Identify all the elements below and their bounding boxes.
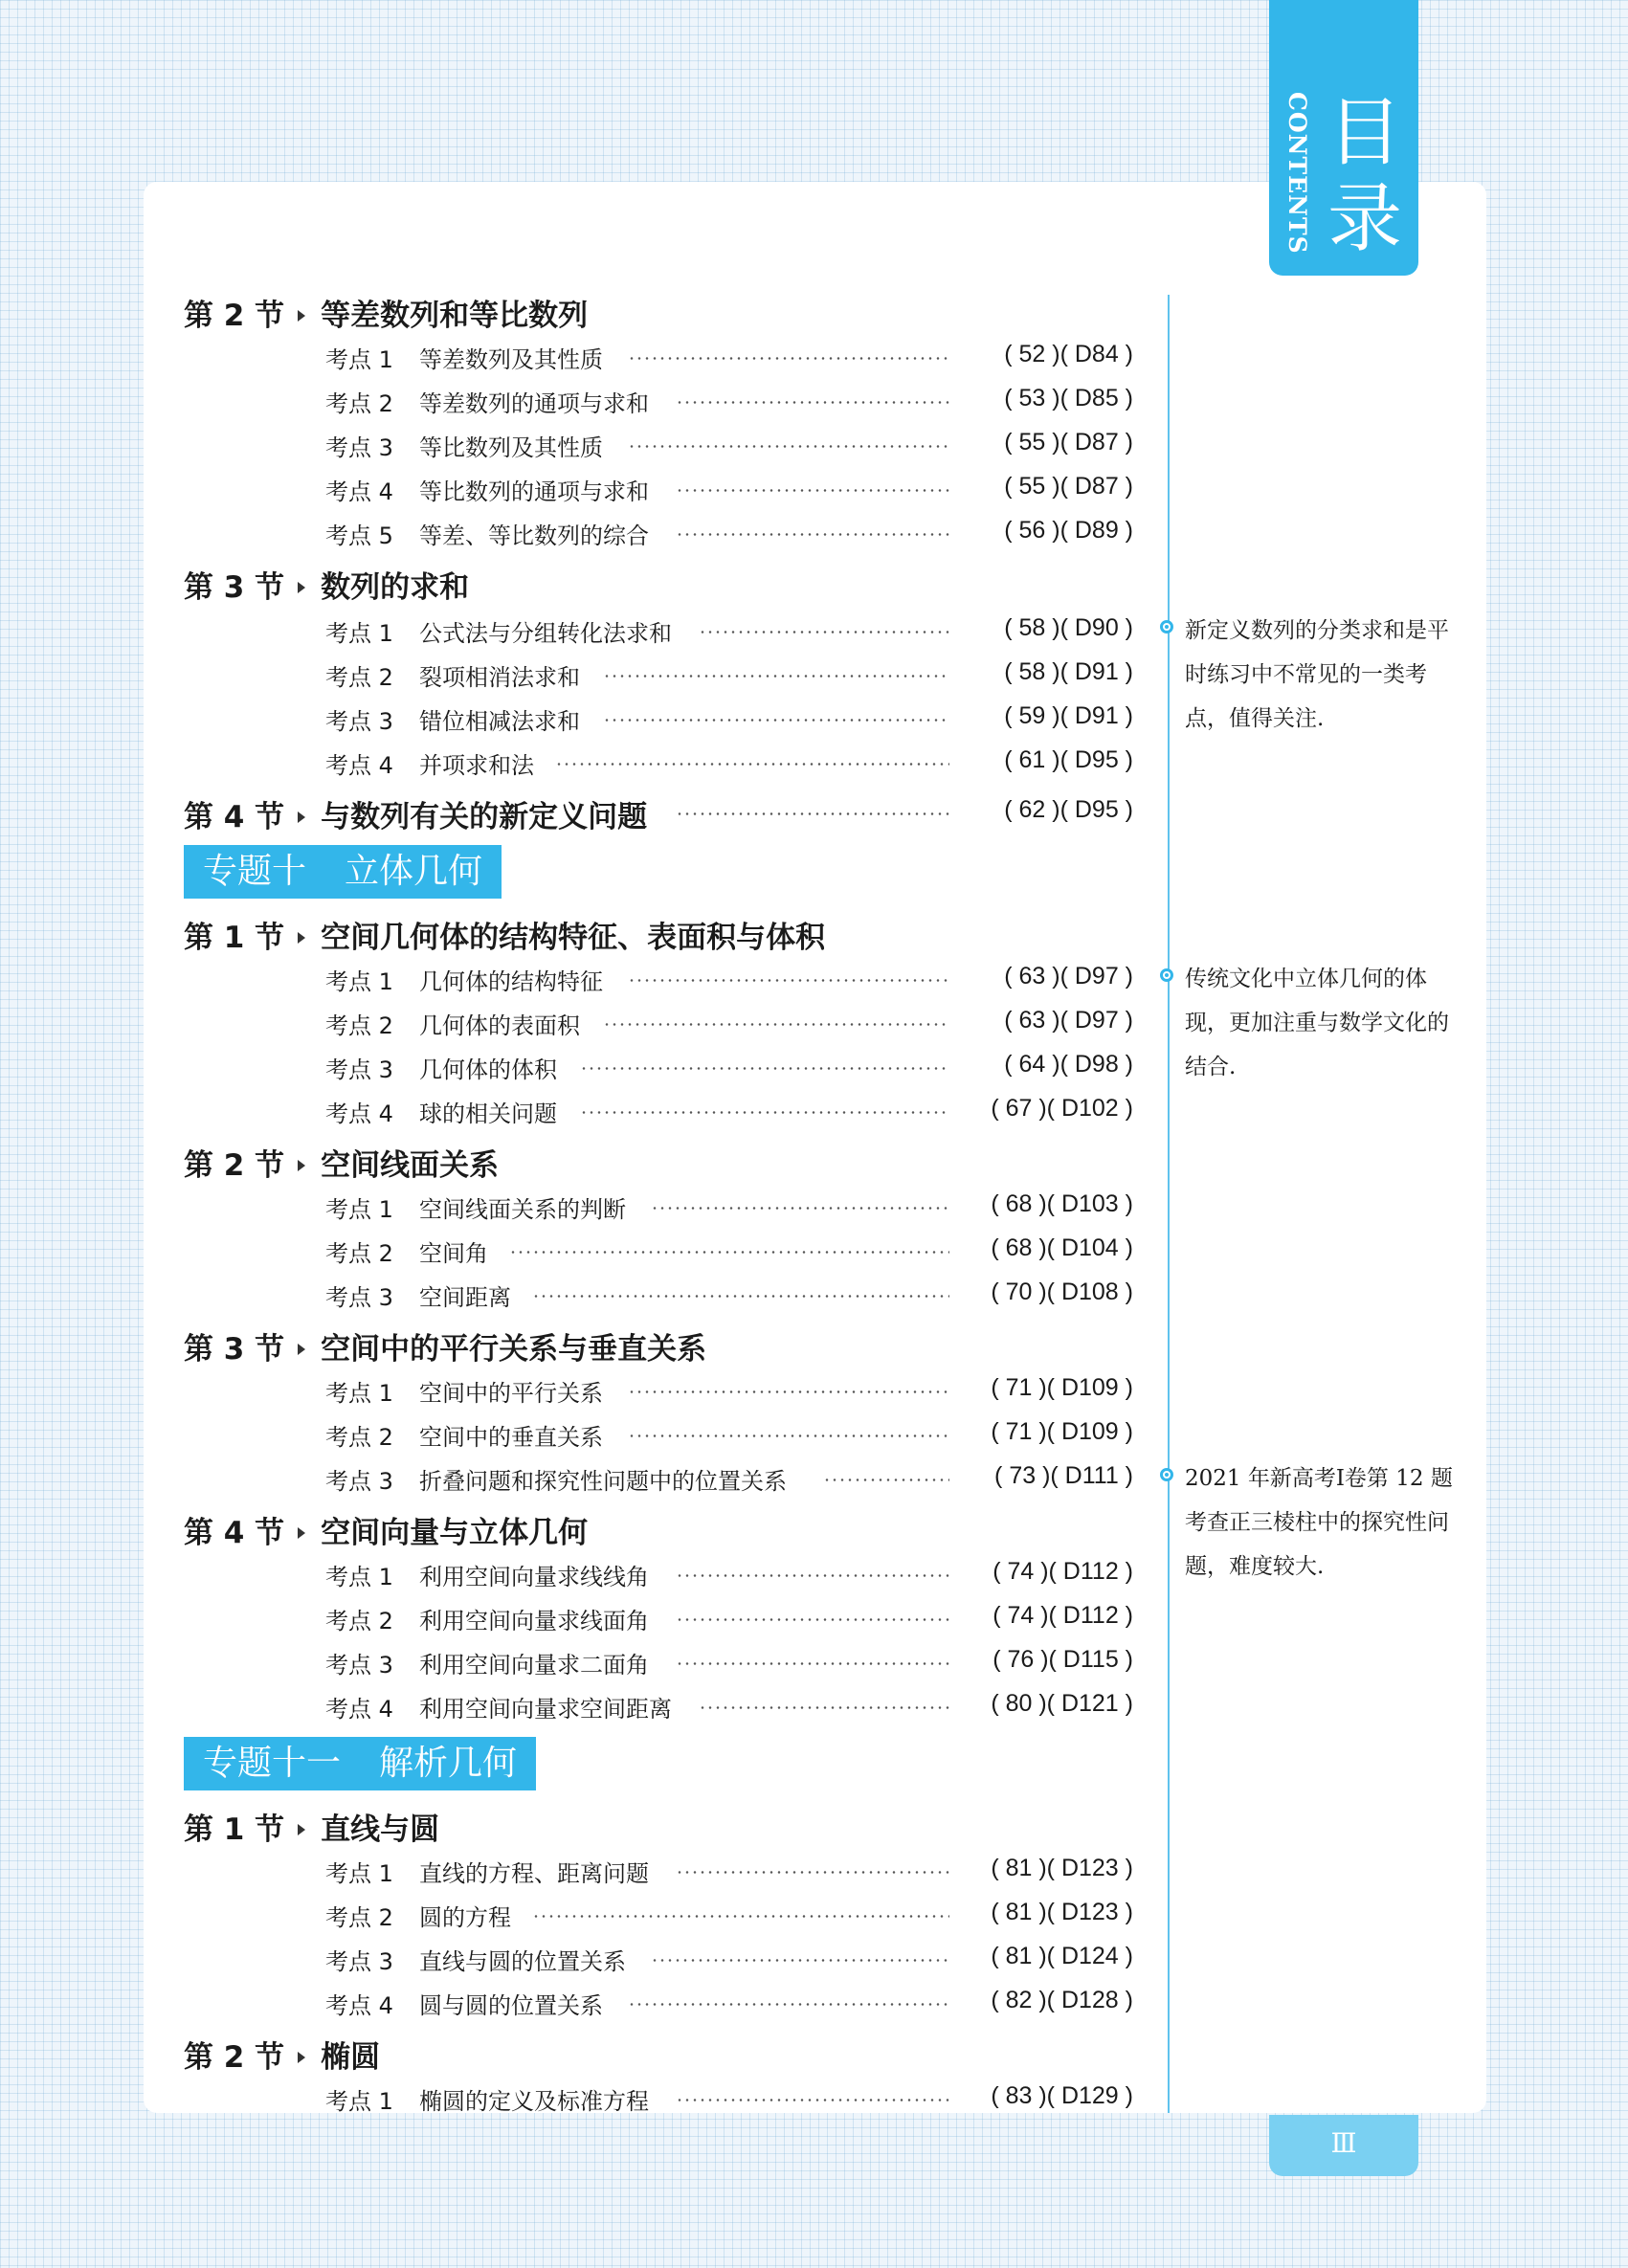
entry-number: 考点 1 [325, 620, 393, 647]
toc-entry[interactable] [325, 1558, 1133, 1590]
entry-text: 空间中的平行关系 [419, 1380, 603, 1407]
toc-entry[interactable] [325, 746, 1133, 779]
dot-leader [676, 1646, 949, 1679]
entry-page: ( 68 )( D104 ) [991, 1234, 1133, 1261]
entry-page: ( 74 )( D112 ) [992, 1558, 1133, 1585]
entry-page: ( 71 )( D109 ) [991, 1374, 1133, 1401]
topic-name: 解析几何 [379, 1744, 518, 1783]
entry-number: 考点 5 [325, 523, 393, 549]
toc-entry[interactable] [325, 1602, 1133, 1634]
toc-entry[interactable] [325, 1855, 1133, 1887]
entry-page: ( 81 )( D123 ) [991, 1899, 1133, 1925]
dot-leader [676, 1855, 949, 1887]
entry-number: 考点 2 [325, 664, 393, 691]
entry-text: 利用空间向量求空间距离 [419, 1696, 672, 1723]
entry-page: ( 52 )( D84 ) [1004, 341, 1133, 367]
entry-page: ( 71 )( D109 ) [991, 1418, 1133, 1445]
entry-page: ( 74 )( D112 ) [992, 1602, 1133, 1629]
entry-page: ( 81 )( D123 ) [991, 1855, 1133, 1881]
toc-entry[interactable] [325, 1943, 1133, 1975]
contents-label: CONTENTS [1283, 92, 1311, 255]
section-label: 第 1 节 [184, 1812, 285, 1847]
triangle-marker-icon [298, 1824, 305, 1835]
topic-name: 立体几何 [345, 852, 483, 891]
entry-page: ( 63 )( D97 ) [1004, 963, 1133, 989]
section-heading[interactable] [184, 913, 825, 956]
entry-text: 圆的方程 [419, 1904, 511, 1931]
dot-leader [651, 1190, 949, 1223]
entry-number: 考点 1 [325, 2088, 393, 2115]
entry-page: ( 62 )( D95 ) [1004, 796, 1133, 823]
entry-page: ( 59 )( D91 ) [1004, 702, 1133, 729]
bullet-icon [1160, 968, 1173, 982]
entry-text: 等比数列及其性质 [419, 434, 603, 461]
toc-entry[interactable] [325, 1190, 1133, 1223]
entry-number: 考点 2 [325, 1608, 393, 1634]
entry-text: 圆与圆的位置关系 [419, 1992, 603, 2019]
entry-page: ( 55 )( D87 ) [1004, 429, 1133, 456]
entry-page: ( 53 )( D85 ) [1004, 385, 1133, 411]
side-note [1166, 1456, 1453, 1589]
toc-entry[interactable] [325, 1987, 1133, 2019]
entry-text: 几何体的体积 [419, 1056, 557, 1083]
entry-text: 错位相减法求和 [419, 708, 580, 735]
toc-entry[interactable] [325, 963, 1133, 995]
toc-entry[interactable] [325, 1646, 1133, 1679]
topic-number: 专题十一 [203, 1744, 342, 1783]
toc-entry[interactable] [325, 1095, 1133, 1127]
section-title: 等差数列和等比数列 [321, 299, 589, 333]
note-text: 新定义数列的分类求和是平时练习中不常见的一类考点，值得关注. [1185, 618, 1449, 731]
toc-entry[interactable] [325, 1374, 1133, 1407]
toc-entry[interactable] [325, 1007, 1133, 1039]
entry-page: ( 76 )( D115 ) [992, 1646, 1133, 1673]
bullet-icon [1160, 1468, 1173, 1481]
dot-leader [580, 1051, 949, 1083]
section-heading[interactable] [184, 1324, 706, 1367]
triangle-marker-icon [298, 812, 305, 823]
dot-leader [699, 1690, 949, 1723]
section-title: 空间几何体的结构特征、表面积与体积 [321, 921, 826, 955]
entry-page: ( 64 )( D98 ) [1004, 1051, 1133, 1078]
dot-leader [676, 473, 949, 505]
dot-leader [699, 614, 949, 647]
entry-number: 考点 3 [325, 1948, 393, 1975]
dot-leader [555, 746, 949, 779]
toc-entry[interactable] [325, 341, 1133, 373]
entry-text: 等差、等比数列的综合 [419, 523, 649, 549]
section-label: 第 2 节 [184, 2040, 285, 2075]
entry-number: 考点 1 [325, 1564, 393, 1590]
entry-text: 几何体的结构特征 [419, 968, 603, 995]
section-title: 空间线面关系 [321, 1148, 500, 1183]
entry-number: 考点 1 [325, 968, 393, 995]
side-note [1166, 957, 1453, 1089]
entry-page: ( 81 )( D124 ) [991, 1943, 1133, 1969]
dot-leader [603, 658, 949, 691]
toc-entry[interactable] [325, 1051, 1133, 1083]
entry-text: 直线的方程、距离问题 [419, 1860, 649, 1887]
contents-tab [1269, 0, 1418, 276]
section-heading[interactable] [184, 2033, 380, 2076]
section-label: 第 3 节 [184, 1332, 285, 1367]
entry-text: 空间角 [419, 1240, 488, 1267]
section-title: 椭圆 [321, 2040, 381, 2075]
entry-number: 考点 1 [325, 1860, 393, 1887]
entry-page: ( 63 )( D97 ) [1004, 1007, 1133, 1034]
entry-page: ( 73 )( D111 ) [994, 1462, 1133, 1489]
entry-text: 空间线面关系的判断 [419, 1196, 626, 1223]
toc-entry[interactable] [325, 385, 1133, 417]
entry-text: 等差数列的通项与求和 [419, 390, 649, 417]
entry-page: ( 68 )( D103 ) [991, 1190, 1133, 1217]
entry-text: 球的相关问题 [419, 1101, 557, 1127]
entry-number: 考点 1 [325, 346, 393, 373]
section-label: 第 2 节 [184, 299, 285, 333]
dot-leader [676, 1602, 949, 1634]
section-heading[interactable] [184, 563, 469, 606]
triangle-marker-icon [298, 1527, 305, 1539]
section-heading[interactable] [184, 1508, 588, 1551]
entry-page: ( 82 )( D128 ) [991, 1987, 1133, 2013]
entry-text: 利用空间向量求二面角 [419, 1652, 649, 1679]
entry-number: 考点 4 [325, 1696, 393, 1723]
entry-number: 考点 3 [325, 1284, 393, 1311]
note-text: 2021 年新高考Ⅰ卷第 12 题考查正三棱柱中的探究性问题，难度较大. [1185, 1466, 1453, 1579]
section-title: 空间向量与立体几何 [321, 1516, 589, 1550]
toc-entry[interactable] [325, 1279, 1133, 1311]
entry-number: 考点 3 [325, 434, 393, 461]
entry-number: 考点 2 [325, 1012, 393, 1039]
page-title: 目录 [1327, 90, 1402, 262]
section-heading[interactable] [184, 291, 588, 334]
bullet-icon [1160, 620, 1173, 634]
entry-page: ( 58 )( D90 ) [1004, 614, 1133, 641]
entry-text: 公式法与分组转化法求和 [419, 620, 672, 647]
toc-entry[interactable] [325, 658, 1133, 691]
dot-leader [676, 517, 949, 549]
entry-number: 考点 3 [325, 1652, 393, 1679]
entry-text: 裂项相消法求和 [419, 664, 580, 691]
section-title: 空间中的平行关系与垂直关系 [321, 1332, 707, 1367]
entry-text: 直线与圆的位置关系 [419, 1948, 626, 1975]
dot-leader [628, 1374, 949, 1407]
entry-page: ( 56 )( D89 ) [1004, 517, 1133, 544]
toc-entry[interactable] [325, 1418, 1133, 1451]
entry-number: 考点 2 [325, 1424, 393, 1451]
note-text: 传统文化中立体几何的体现，更加注重与数学文化的结合. [1185, 967, 1449, 1079]
toc-entry[interactable] [325, 2082, 1133, 2115]
entry-number: 考点 2 [325, 1904, 393, 1931]
side-note [1166, 609, 1453, 741]
entry-text: 几何体的表面积 [419, 1012, 580, 1039]
section-title: 直线与圆 [321, 1812, 440, 1847]
entry-number: 考点 1 [325, 1380, 393, 1407]
section-heading[interactable] [184, 1805, 439, 1848]
triangle-marker-icon [298, 582, 305, 593]
entry-number: 考点 2 [325, 390, 393, 417]
triangle-marker-icon [298, 2052, 305, 2063]
entry-page: ( 61 )( D95 ) [1004, 746, 1133, 773]
toc-entry[interactable] [325, 1899, 1133, 1931]
dot-leader [676, 1558, 949, 1590]
dot-leader [628, 429, 949, 461]
triangle-marker-icon [298, 932, 305, 944]
entry-text: 折叠问题和探究性问题中的位置关系 [419, 1468, 787, 1495]
section-label: 第 4 节 [184, 1516, 285, 1550]
dot-leader [509, 1234, 949, 1267]
dot-leader [676, 796, 949, 829]
entry-page: ( 83 )( D129 ) [991, 2082, 1133, 2109]
entry-number: 考点 4 [325, 1992, 393, 2019]
section-label: 第 4 节 [184, 800, 285, 834]
entry-number: 考点 3 [325, 708, 393, 735]
margin-divider [1168, 295, 1170, 2113]
entry-text: 等比数列的通项与求和 [419, 478, 649, 505]
entry-number: 考点 3 [325, 1468, 393, 1495]
toc-entry[interactable] [325, 1462, 1133, 1495]
triangle-marker-icon [298, 310, 305, 322]
triangle-marker-icon [298, 1160, 305, 1171]
section-label: 第 1 节 [184, 921, 285, 955]
section-title: 与数列有关的新定义问题 [321, 800, 648, 834]
section-heading[interactable] [184, 1141, 499, 1184]
entry-text: 并项求和法 [419, 752, 534, 779]
topic-number: 专题十 [203, 852, 307, 891]
dot-leader [580, 1095, 949, 1127]
entry-text: 利用空间向量求线面角 [419, 1608, 649, 1634]
dot-leader [676, 385, 949, 417]
entry-number: 考点 1 [325, 1196, 393, 1223]
dot-leader [628, 1418, 949, 1451]
dot-leader [603, 702, 949, 735]
entry-page: ( 80 )( D121 ) [991, 1690, 1133, 1717]
dot-leader [628, 963, 949, 995]
toc-entry[interactable] [325, 517, 1133, 549]
section-label: 第 2 节 [184, 1148, 285, 1183]
entry-text: 等差数列及其性质 [419, 346, 603, 373]
entry-text: 利用空间向量求线线角 [419, 1564, 649, 1590]
toc-entry[interactable] [325, 1690, 1133, 1723]
toc-entry[interactable] [325, 614, 1133, 647]
toc-entry[interactable] [325, 429, 1133, 461]
dot-leader [532, 1899, 949, 1931]
toc-entry[interactable] [325, 473, 1133, 505]
section-title: 数列的求和 [321, 570, 470, 605]
topic-banner[interactable] [184, 845, 502, 899]
toc-entry[interactable] [325, 702, 1133, 735]
entry-page: ( 67 )( D102 ) [991, 1095, 1133, 1122]
dot-leader [676, 2082, 949, 2115]
dot-leader [603, 1007, 949, 1039]
dot-leader [628, 341, 949, 373]
entry-text: 空间中的垂直关系 [419, 1424, 603, 1451]
toc-entry[interactable] [325, 796, 1133, 829]
entry-number: 考点 4 [325, 752, 393, 779]
entry-text: 椭圆的定义及标准方程 [419, 2088, 649, 2115]
entry-page: ( 58 )( D91 ) [1004, 658, 1133, 685]
entry-number: 考点 2 [325, 1240, 393, 1267]
topic-banner[interactable] [184, 1737, 536, 1790]
dot-leader [651, 1943, 949, 1975]
toc-entry[interactable] [325, 1234, 1133, 1267]
entry-page: ( 70 )( D108 ) [991, 1279, 1133, 1305]
entry-number: 考点 4 [325, 478, 393, 505]
dot-leader [532, 1279, 949, 1311]
entry-number: 考点 3 [325, 1056, 393, 1083]
dot-leader [823, 1462, 949, 1495]
page-number: Ⅲ [1269, 2115, 1418, 2176]
dot-leader [628, 1987, 949, 2019]
entry-number: 考点 4 [325, 1101, 393, 1127]
triangle-marker-icon [298, 1344, 305, 1355]
section-label: 第 3 节 [184, 570, 285, 605]
entry-text: 空间距离 [419, 1284, 511, 1311]
entry-page: ( 55 )( D87 ) [1004, 473, 1133, 500]
